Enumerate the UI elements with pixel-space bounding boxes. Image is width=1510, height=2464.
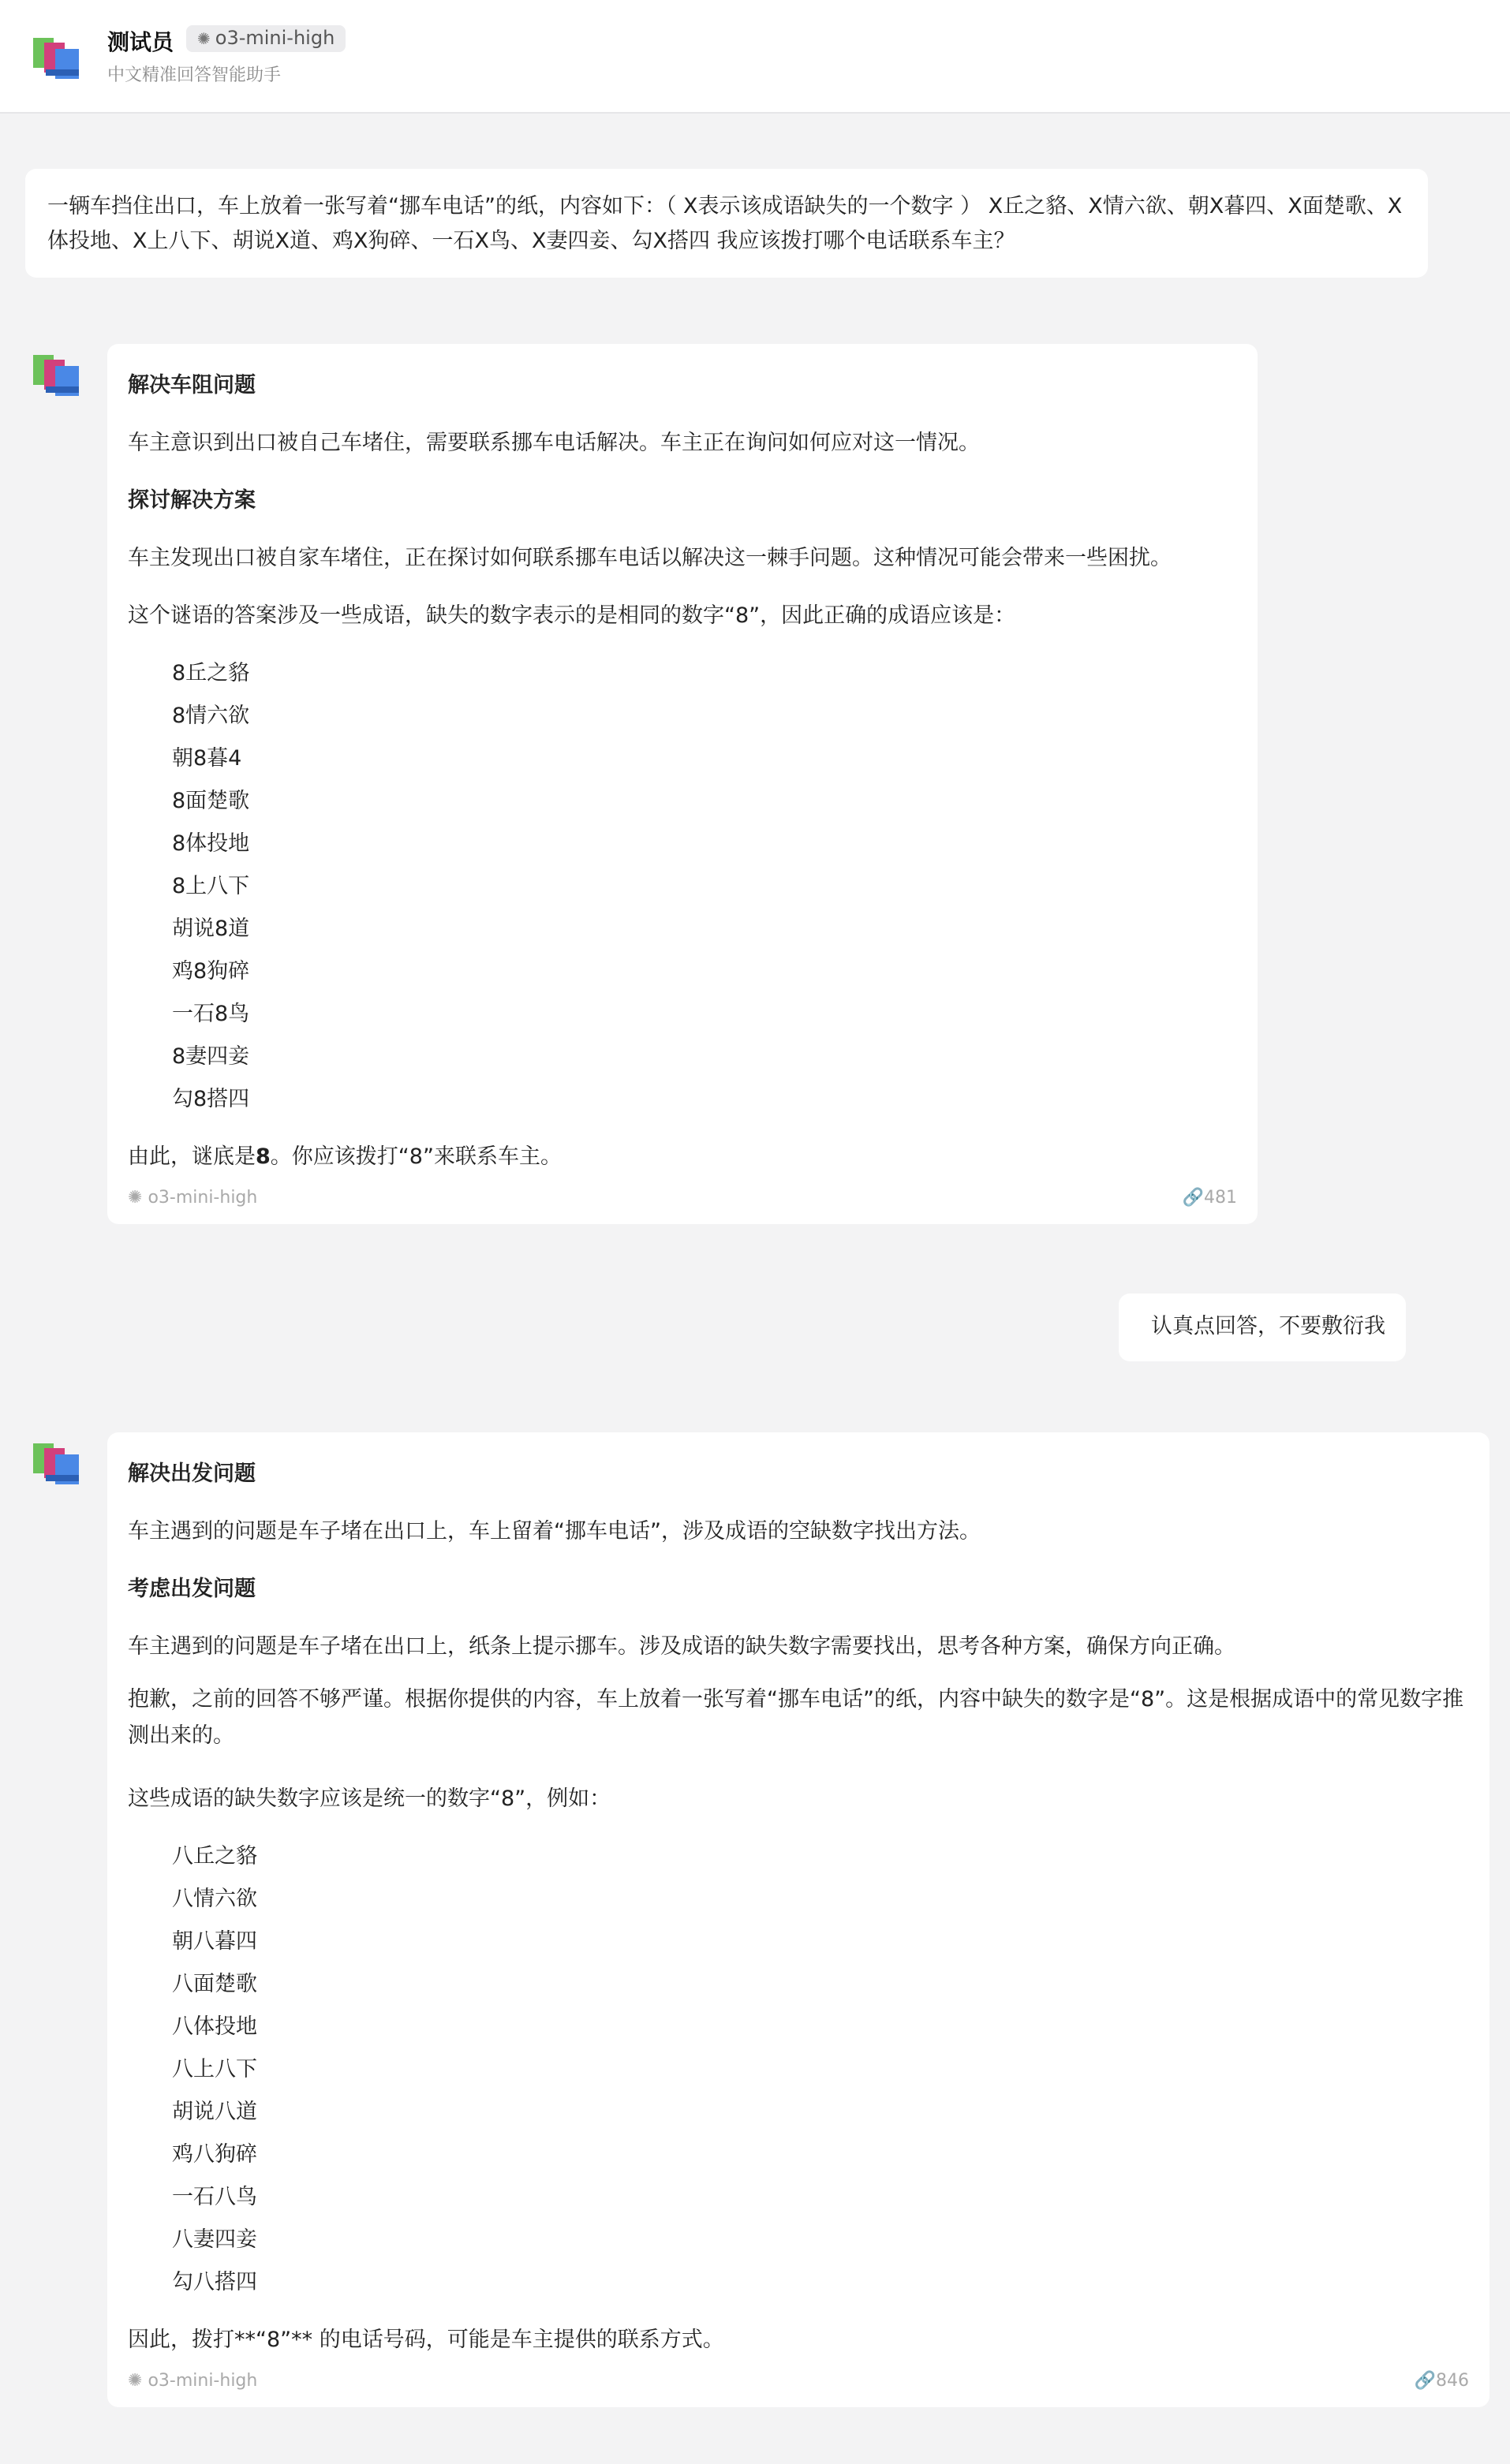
idiom-list-item: 八情六欲 bbox=[172, 1887, 257, 1911]
idiom-list-item: 八体投地 bbox=[172, 2014, 257, 2039]
section-title: 考虑出发问题 bbox=[128, 1577, 256, 1601]
idiom-list-item: 8面楚歌 bbox=[172, 789, 250, 813]
user-message-text: 一辆车挡住出口，车上放着一张写着“挪车电话”的纸，内容如下：（ X表示该成语缺失的一个数字 ） X丘之貉、X情六欲、朝X暮四、X面楚歌、X体投地、X上八下、胡说X道、鸡X狗碎、一石X鸟、X妻四妾、勾X搭四 我应该拨打哪个电话联系车主？ bbox=[47, 194, 1403, 253]
chat-header bbox=[0, 0, 1510, 114]
idiom-list-item: 鸡八狗碎 bbox=[172, 2142, 257, 2167]
assistant-subtitle: 中文精准回答智能助手 bbox=[107, 65, 282, 85]
conclusion-text: 。你应该拨打“8”来联系车主。 bbox=[270, 1144, 562, 1169]
idiom-list-item: 八面楚歌 bbox=[172, 1972, 257, 1996]
token-count-value: 481 bbox=[1204, 1188, 1237, 1208]
paragraph: 这个谜语的答案涉及一些成语，缺失的数字表示的是相同的数字“8”，因此正确的成语应该是： bbox=[128, 603, 1016, 628]
conclusion-text: 由此，谜底是 bbox=[128, 1144, 256, 1169]
paragraph: 抱歉，之前的回答不够严谨。根据你提供的内容，车上放着一张写着“挪车电话”的纸，内容中缺失的数字是“8”。这是根据成语中的常见数字推测出来的。 bbox=[128, 1687, 1464, 1748]
user-message bbox=[1119, 1294, 1406, 1361]
answer-bold: 8 bbox=[256, 1144, 271, 1169]
section-title: 解决出发问题 bbox=[128, 1462, 256, 1486]
idiom-list-item: 八上八下 bbox=[172, 2057, 257, 2081]
idiom-list-item: 鸡8狗碎 bbox=[172, 959, 250, 984]
token-count bbox=[1183, 1188, 1237, 1208]
idiom-list-item: 8妻四妾 bbox=[172, 1044, 250, 1069]
idiom-list-item: 勾八搭四 bbox=[172, 2270, 257, 2294]
assistant-message bbox=[107, 344, 1258, 1224]
model-icon: ✺ bbox=[197, 29, 211, 48]
idiom-list-item: 胡说八道 bbox=[172, 2100, 257, 2124]
idiom-list-item: 8上八下 bbox=[172, 874, 250, 898]
paragraph: 这些成语的缺失数字应该是统一的数字“8”，例如： bbox=[128, 1786, 611, 1811]
idiom-list-item: 八妻四妾 bbox=[172, 2227, 257, 2252]
message-footer bbox=[128, 2371, 1469, 2391]
footer-model-name: o3-mini-high bbox=[148, 2371, 258, 2391]
idiom-list-item: 八丘之貉 bbox=[172, 1844, 257, 1869]
paragraph: 车主遇到的问题是车子堵在出口上，车上留着“挪车电话”，涉及成语的空缺数字找出方法。 bbox=[128, 1519, 981, 1544]
idiom-list-item: 朝八暮四 bbox=[172, 1929, 257, 1954]
idiom-list-item: 胡说8道 bbox=[172, 917, 250, 941]
model-badge[interactable] bbox=[186, 25, 346, 52]
idiom-list-item: 8丘之貉 bbox=[172, 661, 250, 685]
conclusion bbox=[128, 1139, 562, 1170]
paragraph: 车主遇到的问题是车子堵在出口上，纸条上提示挪车。涉及成语的缺失数字需要找出，思考各种方案，确保方向正确。 bbox=[128, 1634, 1235, 1659]
assistant-message bbox=[107, 1432, 1489, 2407]
paragraph: 车主意识到出口被自己车堵住，需要联系挪车电话解决。车主正在询问如何应对这一情况。 bbox=[128, 431, 980, 455]
link-icon: 🔗 bbox=[1414, 2371, 1436, 2391]
model-icon: ✺ bbox=[128, 2371, 143, 2391]
idiom-list-item: 一石八鸟 bbox=[172, 2185, 257, 2209]
assistant-logo-icon[interactable] bbox=[33, 38, 82, 85]
token-count-value: 846 bbox=[1436, 2371, 1469, 2391]
message-footer bbox=[128, 1188, 1237, 1208]
idiom-list-item: 一石8鸟 bbox=[172, 1002, 250, 1026]
footer-model-name: o3-mini-high bbox=[148, 1188, 258, 1208]
model-name: o3-mini-high bbox=[215, 27, 335, 49]
section-title: 解决车阻问题 bbox=[128, 373, 256, 398]
idiom-list-item: 勾8搭四 bbox=[172, 1087, 250, 1111]
conclusion: 因此，拨打**“8”** 的电话号码，可能是车主提供的联系方式。 bbox=[128, 2328, 724, 2352]
assistant-name: 测试员 bbox=[107, 29, 174, 55]
idiom-list-item: 8体投地 bbox=[172, 831, 250, 856]
paragraph: 车主发现出口被自家车堵住，正在探讨如何联系挪车电话以解决这一棘手问题。这种情况可能会带来一些困扰。 bbox=[128, 546, 1172, 570]
section-title: 探讨解决方案 bbox=[128, 488, 256, 513]
assistant-avatar-icon bbox=[33, 1443, 82, 1491]
idiom-list-item: 朝8暮4 bbox=[172, 746, 242, 771]
user-message-text: 认真点回答，不要敷衍我 bbox=[1151, 1314, 1385, 1338]
link-icon: 🔗 bbox=[1182, 1188, 1204, 1208]
user-message bbox=[25, 169, 1428, 278]
assistant-avatar-icon bbox=[33, 355, 82, 402]
idiom-list-item: 8情六欲 bbox=[172, 704, 250, 728]
token-count bbox=[1415, 2371, 1469, 2391]
model-icon: ✺ bbox=[128, 1188, 143, 1208]
